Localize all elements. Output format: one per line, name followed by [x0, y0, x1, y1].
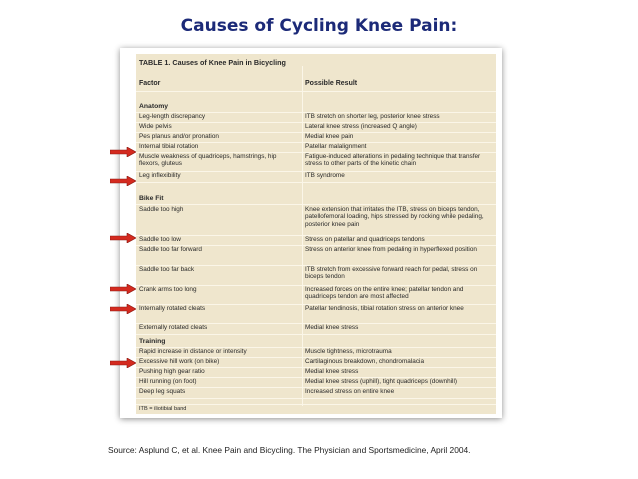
table-row: [136, 323, 496, 335]
result-cell: Medial knee stress: [305, 368, 359, 375]
result-cell: Fatigue-induced alterations in pedaling technique that transfer stress to other parts of the kinetic chain: [305, 153, 481, 168]
table-row: [136, 387, 496, 399]
result-cell: Medial knee stress: [305, 324, 359, 331]
result-cell: ITB syndrome: [305, 172, 345, 179]
factor-cell: Rapid increase in distance or intensity: [139, 348, 247, 355]
factor-cell: Saddle too low: [139, 236, 181, 243]
result-cell: Patellar tendinosis, tibial rotation stress on anterior knee: [305, 305, 464, 312]
table-row: [136, 285, 496, 305]
factor-cell: Saddle too far forward: [139, 246, 202, 253]
factor-cell: Wide pelvis: [139, 123, 172, 130]
factor-cell: Internally rotated cleats: [139, 305, 206, 312]
header-factor: Factor: [139, 80, 161, 87]
factor-cell: Hill running (on foot): [139, 378, 197, 385]
factor-cell: Leg inflexibility: [139, 172, 181, 179]
column-divider: [302, 66, 303, 406]
result-cell: Cartilaginous breakdown, chondromalacia: [305, 358, 425, 365]
section-label: Training: [139, 338, 166, 345]
result-cell: Medial knee pain: [305, 133, 354, 140]
arrow-right-icon: [110, 233, 136, 243]
table-caption: TABLE 1. Causes of Knee Pain in Bicycling: [139, 58, 286, 67]
result-cell: Knee extension that irritates the ITB, stress on biceps tendon, patellofemoral loading, hips stressed by rocking while pedaling, posterior knee pain: [305, 206, 484, 228]
factor-cell: Pushing high gear ratio: [139, 368, 205, 375]
table-row: [136, 245, 496, 266]
factor-cell: Crank arms too long: [139, 286, 197, 293]
result-cell: Increased stress on entire knee: [305, 388, 395, 395]
result-cell: Medial knee stress (uphill), tight quadriceps (downhill): [305, 378, 458, 385]
factor-cell: Saddle too far back: [139, 266, 195, 273]
table-header-row: [136, 79, 496, 92]
result-cell: Lateral knee stress (increased Q angle): [305, 123, 417, 130]
factor-cell: Deep leg squats: [139, 388, 186, 395]
factor-cell: Leg-length discrepancy: [139, 113, 206, 120]
arrow-right-icon: [110, 358, 136, 368]
factor-cell: Externally rotated cleats: [139, 324, 208, 331]
arrow-right-icon: [110, 176, 136, 186]
result-cell: Stress on anterior knee from pedaling in hyperflexed position: [305, 246, 477, 253]
result-cell: ITB stretch from excessive forward reach for pedal, stress on biceps tendon: [305, 266, 478, 281]
result-cell: Stress on patellar and quadriceps tendons: [305, 236, 425, 243]
section-label: Anatomy: [139, 103, 169, 110]
table-row: [136, 265, 496, 286]
table-row: [136, 205, 496, 236]
factor-cell: Saddle too high: [139, 206, 184, 213]
table-row: [136, 171, 496, 183]
slide-title: Causes of Cycling Knee Pain:: [180, 16, 458, 36]
result-cell: ITB stretch on shorter leg, posterior knee stress: [305, 113, 440, 120]
knee-pain-table: [136, 54, 496, 414]
section-bike-fit: [136, 194, 496, 205]
table-row: [136, 304, 496, 324]
arrow-right-icon: [110, 284, 136, 294]
header-possible-result: Possible Result: [305, 80, 358, 87]
table-row: [136, 152, 496, 172]
factor-cell: Excessive hill work (on bike): [139, 358, 220, 365]
table-footnote: [136, 404, 496, 414]
section-label: Bike Fit: [139, 195, 164, 202]
factor-cell: Pes planus and/or pronation: [139, 133, 219, 140]
result-cell: Muscle tightness, microtrauma: [305, 348, 392, 355]
result-cell: Increased forces on the entire knee; patellar tendon and quadriceps tendon are most affected: [305, 286, 464, 301]
result-cell: Patellar malalignment: [305, 143, 367, 150]
footnote-text: ITB = iliotibial band: [139, 406, 187, 412]
source-citation: Source: Asplund C, et al. Knee Pain and Bicycling. The Physician and Sportsmedicine, April 2004.: [108, 445, 471, 455]
arrow-right-icon: [110, 147, 136, 157]
factor-cell: Internal tibial rotation: [139, 143, 199, 150]
factor-cell: Muscle weakness of quadriceps, hamstrings, hip flexors, gluteus: [139, 153, 277, 168]
arrow-right-icon: [110, 304, 136, 314]
